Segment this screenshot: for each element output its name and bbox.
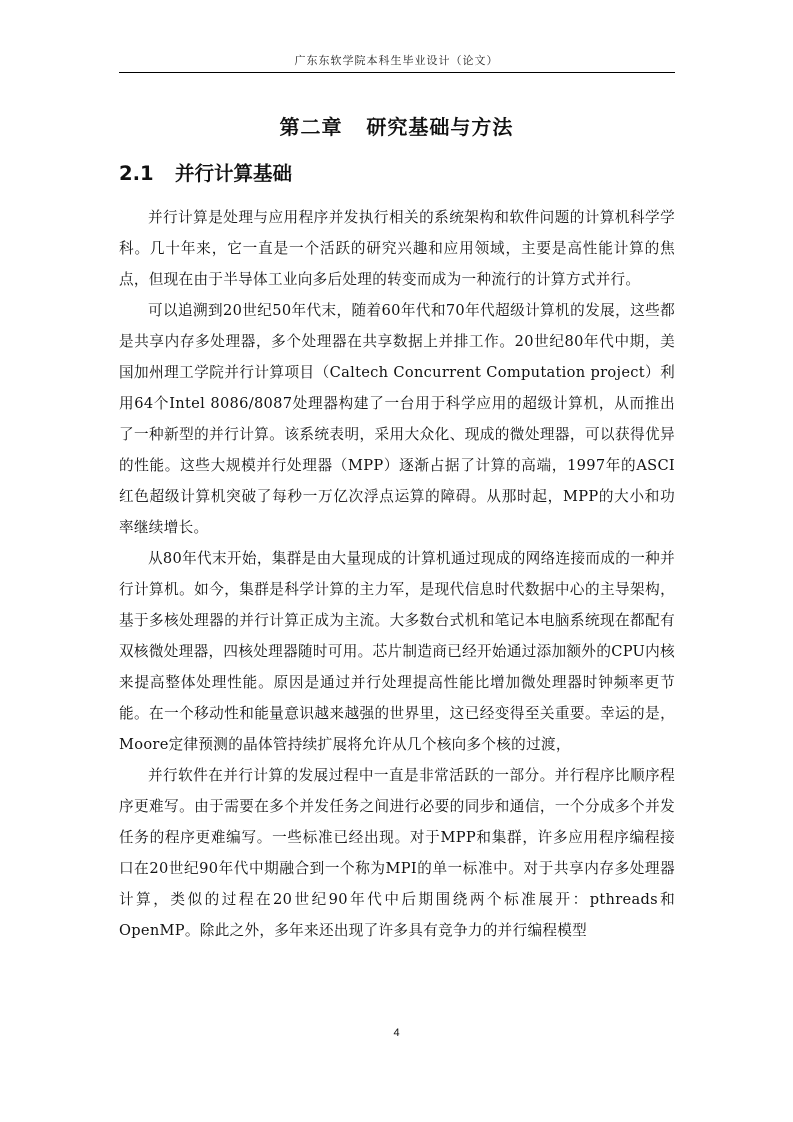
running-header: 广东东软学院本科生毕业设计（论文） xyxy=(294,54,499,67)
paragraph: 可以追溯到20世纪50年代末，随着60年代和70年代超级计算机的发展，这些都是共享内存多处理器，多个处理器在共享数据上并排工作。20世纪80年代中期，美国加州理工学院并行计算项目（Caltech Concurrent Computation project）利用64个Intel 8086/8087处理器构建了一台用于科学应用的超级计算机，从而推出了一种新型的并行计算。该系统表明，采用大众化、现成的微处理器，可以获得优异的性能。这些大规模并行处理器（MPP）逐渐占据了计算的高端，1997年的ASCI红色超级计算机突破了每秒一万亿次浮点运算的障碍。从那时起，MPP的大小和功率继续增长。 xyxy=(119,302,675,536)
page-number: 4 xyxy=(393,1027,400,1039)
paragraph: 并行计算是处理与应用程序并发执行相关的系统架构和软件问题的计算机科学学科。几十年来，它一直是一个活跃的研究兴趣和应用领域，主要是高性能计算的焦点，但现在由于半导体工业向多后处理的转变而成为一种流行的计算方式并行。 xyxy=(119,209,675,288)
paragraph: 从80年代末开始，集群是由大量现成的计算机通过现成的网络连接而成的一种并行计算机。如今，集群是科学计算的主力军，是现代信息时代数据中心的主导架构，基于多核处理器的并行计算正成为主流。大多数台式机和笔记本电脑系统现在都配有双核微处理器，四核处理器随时可用。芯片制造商已经开始通过添加额外的CPU内核来提高整体处理性能。原因是通过并行处理提高性能比增加微处理器时钟频率更节能。在一个移动性和能量意识越来越强的世界里，这已经变得至关重要。幸运的是，Moore定律预测的晶体管持续扩展将允许从几个核向多个核的过渡， xyxy=(119,550,675,753)
paragraph: 并行软件在并行计算的发展过程中一直是非常活跃的一部分。并行程序比顺序程序更难写。由于需要在多个并发任务之间进行必要的同步和通信，一个分成多个并发任务的程序更难编写。一些标准已经出现。对于MPP和集群，许多应用程序编程接口在20世纪90年代中期融合到一个称为MPI的单一标准中。对于共享内存多处理器计算，类似的过程在20世纪90年代中后期围绕两个标准展开：pthreads和OpenMP。除此之外，多年来还出现了许多具有竞争力的并行编程模型 xyxy=(119,767,675,939)
chapter-title: 第二章 研究基础与方法 xyxy=(279,115,514,139)
header-rule xyxy=(119,72,675,73)
section-number: 2.1 xyxy=(119,162,154,185)
section-heading xyxy=(119,158,292,186)
body-text xyxy=(119,202,675,946)
section-title: 并行计算基础 xyxy=(175,162,293,185)
